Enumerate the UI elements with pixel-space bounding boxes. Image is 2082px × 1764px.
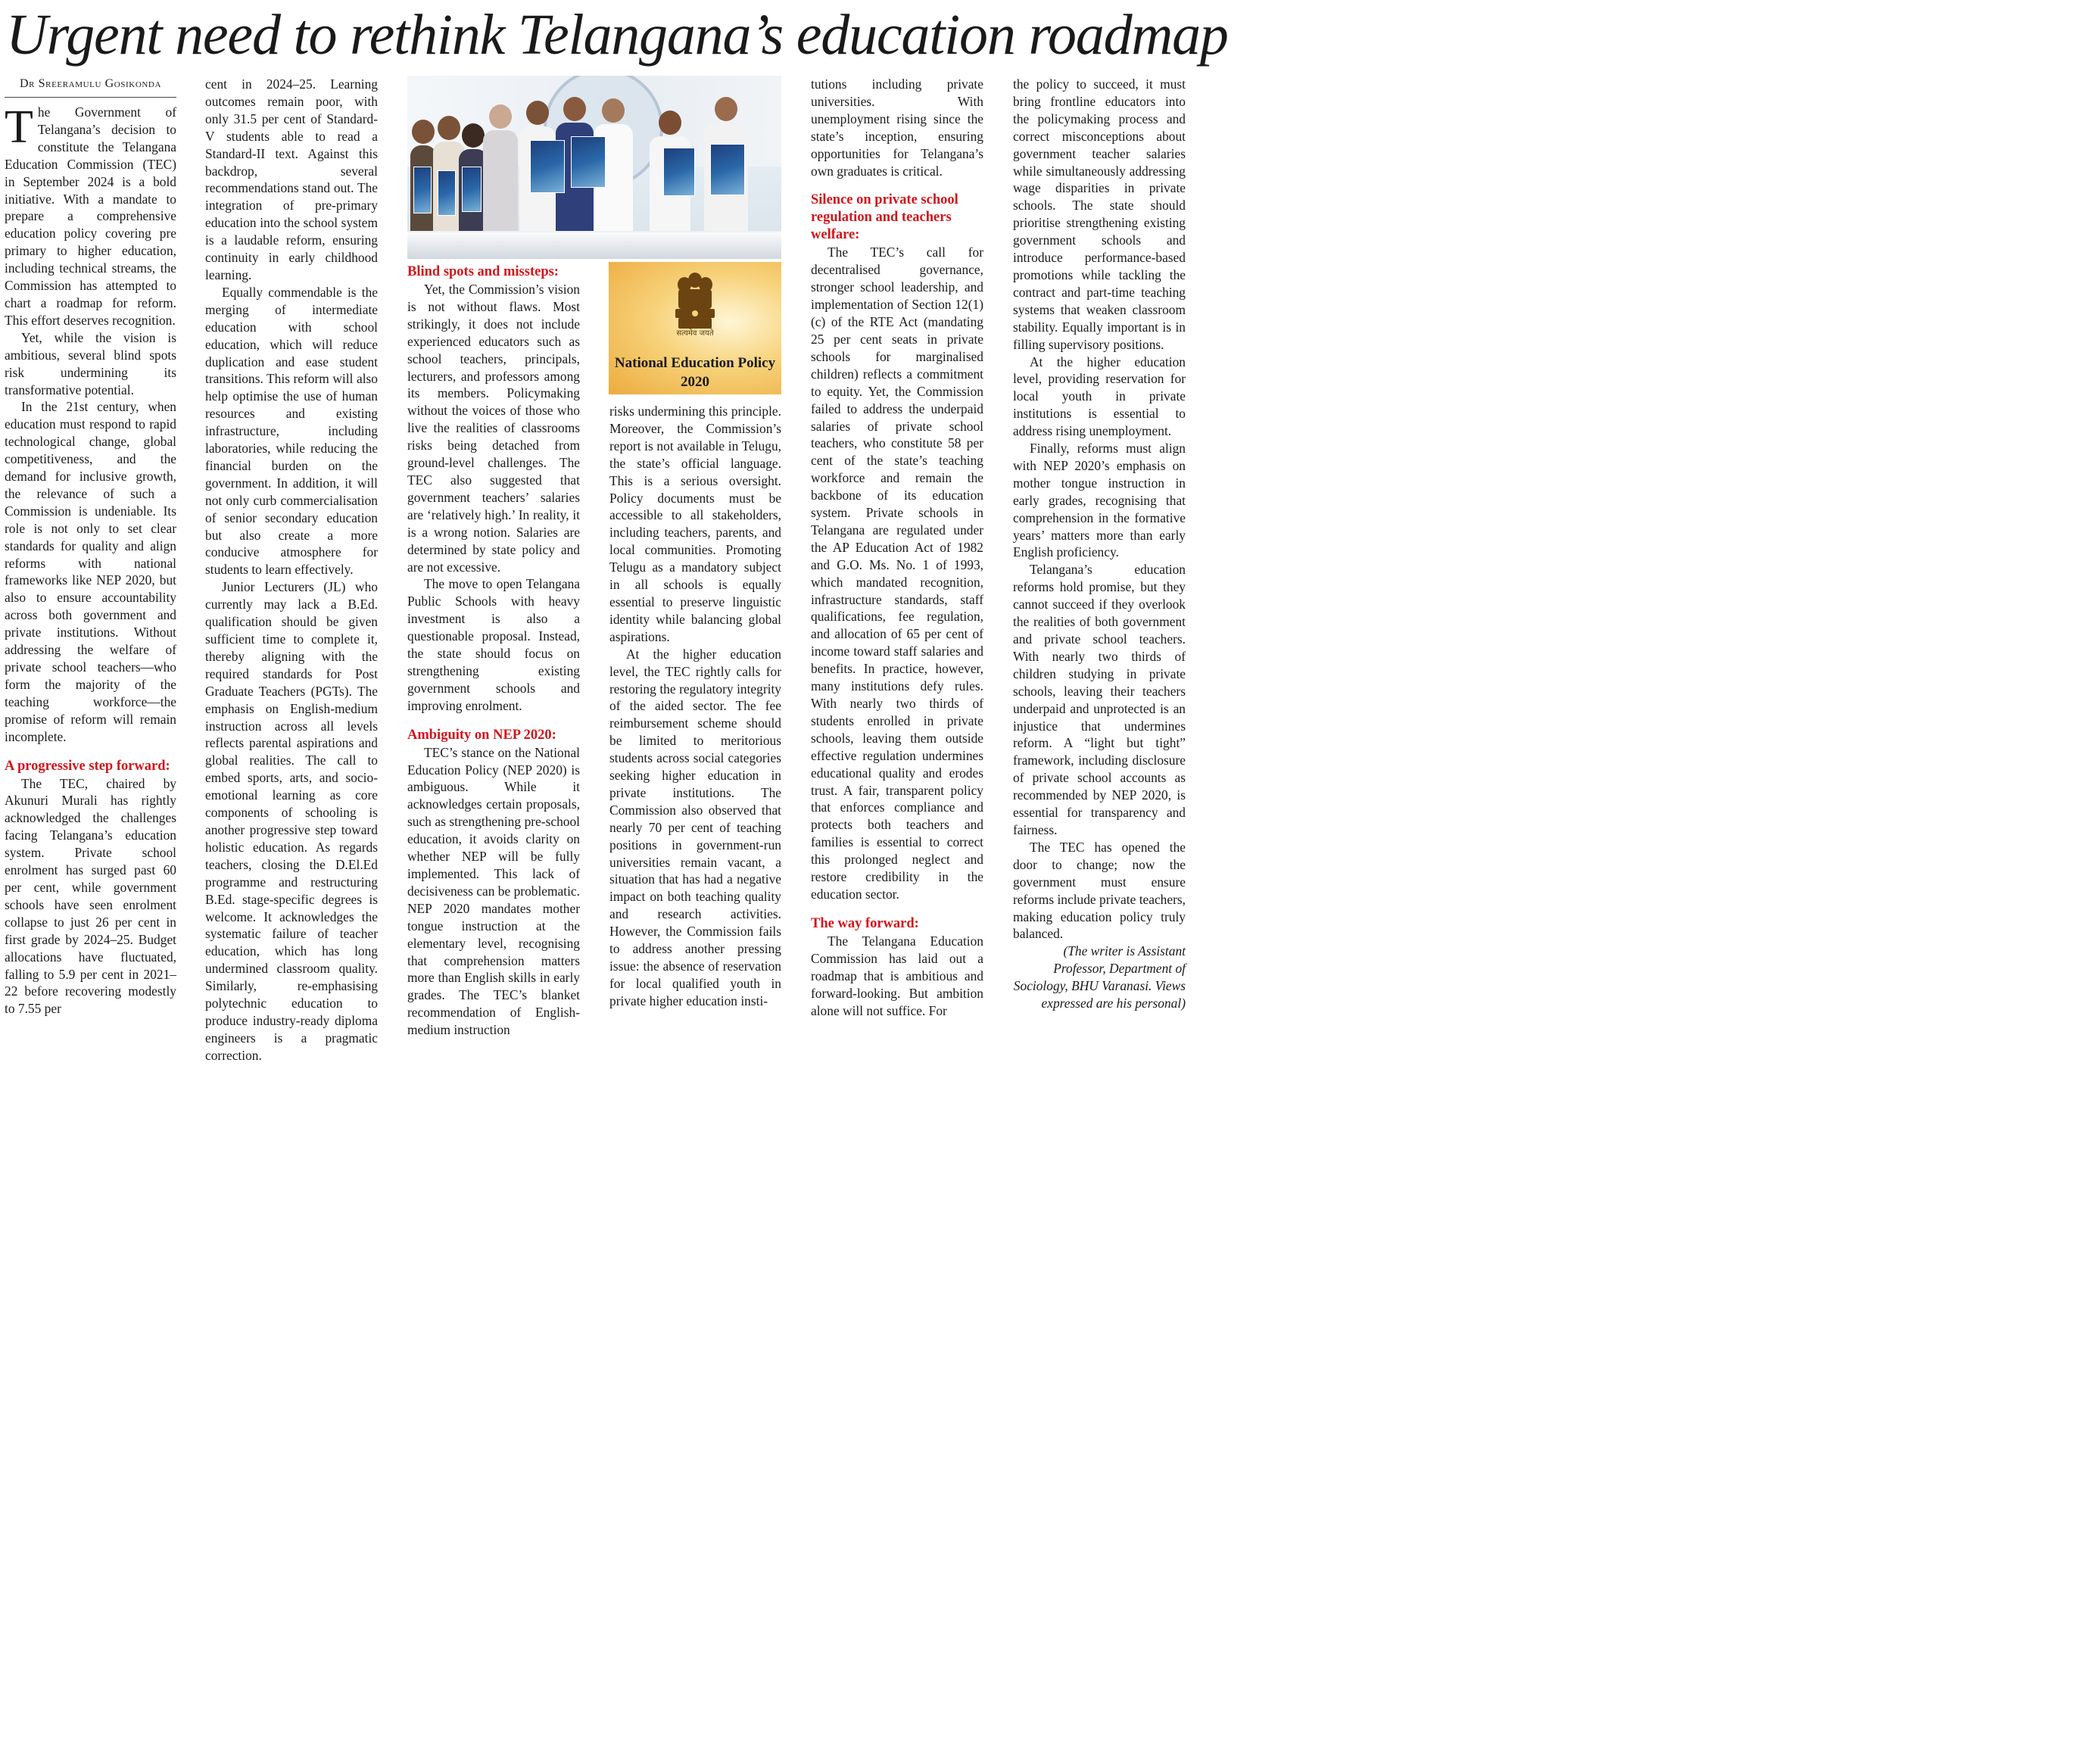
paragraph: Finally, reforms must align with NEP 2020’s emphasis on mother tongue instruction in early grades, recognising that comprehension in the formative years’ matters more than early English proficiency. <box>1013 441 1186 560</box>
paragraph: cent in 2024–25. Learning outcomes remain poor, with only 31.5 per cent of Standard-V students able to read a Standard-II text. Against this backdrop, several recommendations stand out. The integration of pre-primary education into the school system is a laudable reform, ensuring continuity in early childhood learning. <box>205 76 378 282</box>
nep-title: National Education Policy 2020 <box>614 355 776 390</box>
nep-2020-graphic <box>609 262 781 394</box>
policy-book <box>663 148 695 196</box>
column-3 <box>407 263 580 1039</box>
paragraph <box>5 101 176 329</box>
paragraph: Yet, while the vision is ambitious, several blind spots risk undermining its transformative potential. <box>5 329 176 397</box>
news-photo <box>407 76 781 259</box>
policy-book <box>571 136 606 188</box>
paragraph: The Telangana Education Commission has laid out a roadmap that is ambitious and forward-looking. But ambition alone will not suffice. For <box>811 933 983 1018</box>
headline: Urgent need to rethink Telangana’s education roadmap <box>6 3 1228 67</box>
policy-book <box>438 170 456 216</box>
paragraph: TEC’s stance on the National Education Policy (NEP 2020) is ambiguous. While it acknowledges certain proposals, such as strengthening pre-school education, it avoids clarity on whether NEP will be fully implemented. This lack of decisiveness can be problematic. NEP 2020 mandates mother tongue instruction at the elementary level, recognising that comprehension matters more than English skills in early grades. The TEC’s blanket recommendation of English-medium instruction <box>407 744 580 1038</box>
ashoka-emblem-icon <box>671 270 719 333</box>
policy-book <box>413 167 432 213</box>
author-note: (The writer is Assistant Professor, Department of Sociology, BHU Varanasi. Views expressed are his personal) <box>1013 943 1186 1011</box>
paragraph: The TEC’s call for decentralised governance, stronger school leadership, and implementation of Section 12(1)(c) of the RTE Act (mandating 25 per cent seats in private schools for marginalised children) reflects a commitment to equity. Yet, the Commission failed to address the underpaid salaries of private school teachers, who constitute 58 per cent of the state’s teaching workforce and remain the backbone of its education system. Private schools in Telangana are regulated under the AP Education Act of 1982 and G.O. Ms. No. 1 of 1993, which mandated recognition, infrastructure standards, staff qualifications, fee regulation, and allocation of 65 per cent of income toward staff salaries and benefits. In practice, however, many institutions defy rules. With nearly two thirds of students enrolled in private schools, leaving them outside effective regulation undermines educational quality and erodes trust. A fair, transparent policy that enforces compliance and protects both teachers and families is essential to correct this prolonged neglect and restore credibility in the education sector. <box>811 245 983 902</box>
paragraph: At the higher education level, providing reservation for local youth in private institutions is essential to address rising unemployment. <box>1013 354 1186 439</box>
subheading: The way forward: <box>811 915 919 931</box>
subheading: Ambiguity on NEP 2020: <box>407 727 556 743</box>
column-6 <box>1013 76 1186 1012</box>
paragraph-text: he Government of Telangana’s decision to constitute the Telangana Education Commission (TEC) in September 2024 is a bold initiative. With a mandate to prepare a comprehensive education policy covering pre primary to higher education, including technical streams, the Commission has attempted to chart a roadmap for reform. This effort deserves recognition. <box>5 104 176 328</box>
paragraph: tutions including private universities. With unemployment rising since the state’s inception, ensuring opportunities for Telangana’s own graduates is critical. <box>811 76 983 179</box>
paragraph: The TEC has opened the door to change; now the government must ensure reforms include private teachers, making education policy truly balanced. <box>1013 839 1186 942</box>
policy-book <box>462 167 482 212</box>
paragraph: the policy to succeed, it must bring frontline educators into the policymaking process and correct misconceptions about government teacher salaries while simultaneously addressing wage disparities in private schools. The state should prioritise strengthening existing government schools and introduce performance-based promotions while tackling the contract and part-time teaching systems that weaken classroom stability. Equally important is in filling supervisory positions. <box>1013 76 1186 352</box>
paragraph: Yet, the Commission’s vision is not without flaws. Most strikingly, it does not include experienced educators such as school teachers, principals, lecturers, and professors among its members. Policymaking without the voices of those who live the realities of classrooms risks being detached from ground-level challenges. The TEC also suggested that government teachers’ salaries are ‘relatively high.’ In reality, it is a wrong notion. Salaries are determined by state policy and are not excessive. <box>407 282 580 575</box>
photo-table <box>407 231 781 259</box>
person <box>483 104 518 236</box>
column-4 <box>609 403 781 1010</box>
emblem-motto: सत्यमेव जयते <box>676 329 714 338</box>
subheading: A progressive step forward: <box>5 758 170 774</box>
paragraph: risks undermining this principle. Moreover, the Commission’s report is not available in Telugu, the state’s official language. This is a serious oversight. Policy documents must be accessible to all stakeholders, including teachers, parents, and local communities. Promoting Telugu as a mandatory subject in all schools is equally essential to preserve linguistic identity while balancing global aspirations. <box>609 404 781 644</box>
byline: Dr Sreeramulu Gosikonda <box>5 76 176 98</box>
drop-cap: T <box>5 101 33 153</box>
policy-book <box>530 140 565 193</box>
paragraph: In the 21st century, when education must respond to rapid technological change, global competitiveness, and the demand for inclusive growth, the relevance of such a Commission is undeniable. Its role is not only to set clear standards for quality and align reforms with national frameworks like NEP 2020, but also to ensure accountability across both government and private institutions. Without addressing the welfare of private school teachers—who form the majority of the teaching workforce—the promise of reform will remain incomplete. <box>5 399 176 744</box>
column-5 <box>811 76 983 1019</box>
paragraph: Junior Lecturers (JL) who currently may lack a B.Ed. qualification should be given sufficient time to complete it, thereby aligning with the required standards for Post Graduate Teachers (PGTs). The emphasis on English-medium instruction across all levels reflects parental aspirations and global realities. The call to embed sports, arts, and socio-emotional learning as core components of schooling is another progressive step toward holistic education. As regards teachers, closing the D.El.Ed programme and restructuring B.Ed. stage-specific degrees is welcome. It acknowledges the systematic failure of teacher education, which has long undermined classroom quality. Similarly, re-emphasising polytechnic education to produce industry-ready diploma engineers is a pragmatic correction. <box>205 579 378 1063</box>
column-2 <box>205 76 378 1064</box>
paragraph: Equally commendable is the merging of intermediate education with school education, which will reduce duplication and ease student transitions. This reform will also help optimise the use of human resources and existing infrastructure, including laboratories, while reducing the financial burden on the government. In addition, it will not only curb commercialisation of senior secondary education but also create a more conducive atmosphere for students to learn effectively. <box>205 284 378 578</box>
subheading: Silence on private school regulation and teachers welfare: <box>811 192 958 243</box>
paragraph: The TEC, chaired by Akunuri Murali has rightly acknowledged the challenges facing Telangana’s education system. Private school enrolment has surged past 60 per cent, while government schools have seen enrolment collapse to just 26 per cent in first grade by 2024–25. Budget allocations have fluctuated, falling to 5.9 per cent in 2021–22 before recovering modestly to 7.55 per <box>5 775 176 1017</box>
subheading: Blind spots and missteps: <box>407 264 559 279</box>
policy-book <box>710 144 745 195</box>
paragraph: Telangana’s education reforms hold promise, but they cannot succeed if they overlook the realities of both government and private school teachers. With nearly two thirds of children studying in private schools, leaving their teachers underpaid and unprotected is an injustice that undermines reform. A “light but tight” framework, including disclosure of private school accounts as recommended by NEP 2020, is essential for transparency and fairness. <box>1013 562 1186 837</box>
paragraph: The move to open Telangana Public Schools with heavy investment is also a questionable proposal. Instead, the state should focus on strengthening existing government schools and improving enrolment. <box>407 576 580 713</box>
paragraph: At the higher education level, the TEC rightly calls for restoring the regulatory integrity of the aided sector. The fee reimbursement scheme should be limited to meritorious students across social categories seeking higher education in private institutions. The Commission also observed that nearly 70 per cent of teaching positions in government-run universities remain vacant, a situation that has had a negative impact on both teaching quality and research activities. However, the Commission fails to address another pressing issue: the absence of reservation for local qualified youth in private higher education insti- <box>609 646 781 1008</box>
column-1 <box>5 76 176 1018</box>
